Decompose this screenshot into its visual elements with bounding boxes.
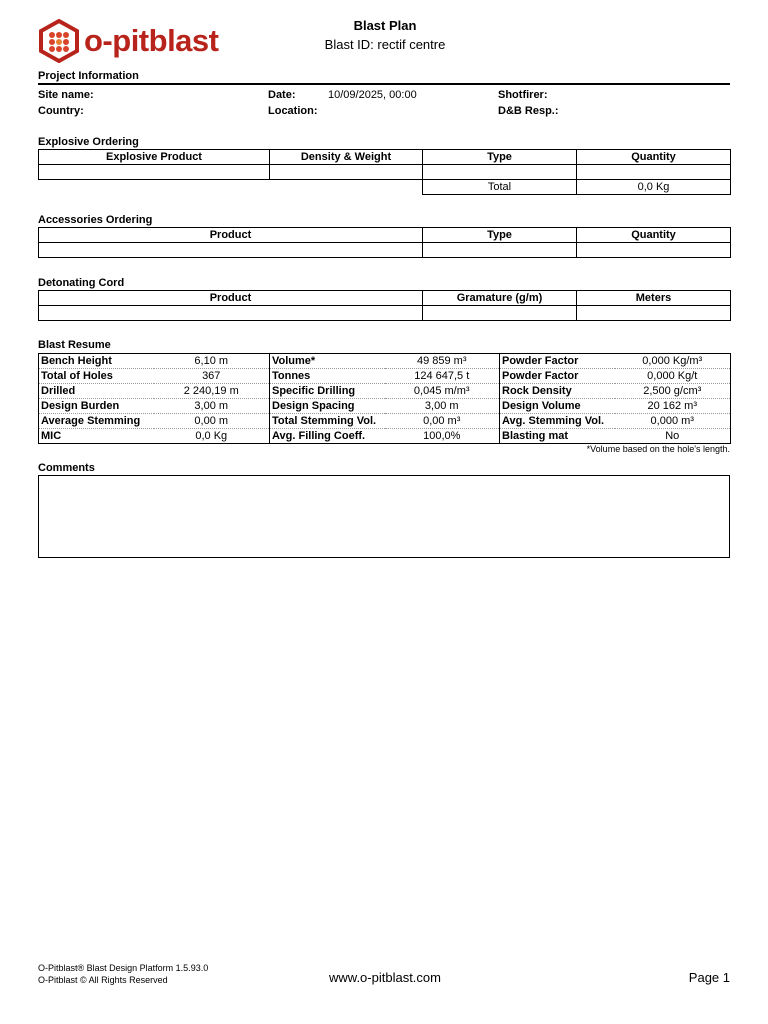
resume-value: 20 162 m³ — [615, 399, 731, 414]
platform-version: O-Pitblast® Blast Design Platform 1.5.93.0 — [38, 963, 209, 973]
resume-label: Powder Factor — [500, 354, 615, 369]
resume-value: 0,045 m/m³ — [385, 384, 500, 399]
shotfirer-field: Shotfirer: — [498, 89, 548, 101]
column-header: Product — [39, 291, 423, 306]
location-field: Location: — [268, 105, 318, 117]
country-field: Country: — [38, 105, 84, 117]
table-cell — [423, 243, 577, 258]
table-row — [39, 306, 731, 321]
table-cell — [577, 165, 731, 180]
resume-value: 0,00 m³ — [385, 414, 500, 429]
table-row — [39, 243, 731, 258]
table-row — [39, 165, 731, 180]
table-cell — [270, 165, 423, 180]
resume-label: Total of Holes — [39, 369, 154, 384]
resume-label: Avg. Stemming Vol. — [500, 414, 615, 429]
resume-row — [39, 384, 731, 399]
resume-label: MIC — [39, 429, 154, 444]
accessories-ordering-heading: Accessories Ordering — [38, 214, 153, 226]
table-header-row — [39, 228, 731, 243]
column-header: Quantity — [577, 150, 731, 165]
resume-value: 3,00 m — [154, 399, 270, 414]
explosive-ordering-heading: Explosive Ordering — [38, 136, 139, 148]
pitblast-logo-icon — [38, 19, 80, 63]
resume-value: 0,00 m — [154, 414, 270, 429]
section-divider — [38, 83, 730, 85]
resume-value: 2 240,19 m — [154, 384, 270, 399]
resume-value: 0,0 Kg — [154, 429, 270, 444]
db-resp-field: D&B Resp.: — [498, 105, 559, 117]
blast-resume-heading: Blast Resume — [38, 339, 111, 351]
resume-row — [39, 369, 731, 384]
resume-label: Design Spacing — [270, 399, 385, 414]
resume-row — [39, 399, 731, 414]
resume-label: Average Stemming — [39, 414, 154, 429]
table-cell — [577, 306, 731, 321]
column-header: Explosive Product — [39, 150, 270, 165]
resume-label: Drilled — [39, 384, 154, 399]
resume-row — [39, 429, 731, 444]
table-cell — [423, 306, 577, 321]
logo-wordmark: o-pitblast — [84, 23, 219, 58]
resume-value: 2,500 g/cm³ — [615, 384, 731, 399]
resume-value: 367 — [154, 369, 270, 384]
total-row — [39, 180, 731, 195]
detonating-cord-heading: Detonating Cord — [38, 277, 125, 289]
resume-value: 0,000 Kg/t — [615, 369, 731, 384]
website-link[interactable]: www.o-pitblast.com — [329, 970, 441, 985]
resume-row — [39, 414, 731, 429]
resume-value: No — [615, 429, 731, 444]
column-header: Density & Weight — [270, 150, 423, 165]
resume-label: Tonnes — [270, 369, 385, 384]
resume-label: Avg. Filling Coeff. — [270, 429, 385, 444]
resume-value: 49 859 m³ — [385, 354, 500, 369]
resume-label: Total Stemming Vol. — [270, 414, 385, 429]
resume-label: Design Volume — [500, 399, 615, 414]
comments-heading: Comments — [38, 462, 95, 474]
project-info-heading: Project Information — [38, 70, 139, 82]
table-cell — [39, 243, 423, 258]
column-header: Meters — [577, 291, 731, 306]
resume-label: Bench Height — [39, 354, 154, 369]
resume-value: 124 647,5 t — [385, 369, 500, 384]
resume-row — [39, 354, 731, 369]
blast-id: Blast ID: rectif centre — [324, 37, 446, 52]
resume-label: Powder Factor — [500, 369, 615, 384]
column-header: Product — [39, 228, 423, 243]
page-title: Blast Plan — [353, 18, 417, 33]
site-name-field: Site name: — [38, 89, 94, 101]
column-header: Type — [423, 228, 577, 243]
copyright: O-Pitblast © All Rights Reserved — [38, 975, 168, 985]
blast-resume-table — [38, 353, 731, 444]
table-header-row — [39, 291, 731, 306]
table-cell — [577, 243, 731, 258]
total-value: 0,0 Kg — [577, 180, 731, 195]
column-header: Quantity — [577, 228, 731, 243]
comments-box — [38, 475, 730, 558]
resume-value: 6,10 m — [154, 354, 270, 369]
resume-label: Rock Density — [500, 384, 615, 399]
resume-value: 100,0% — [385, 429, 500, 444]
table-header-row — [39, 150, 731, 165]
total-label: Total — [423, 180, 577, 195]
detonating-cord-table — [38, 290, 731, 321]
footer-credits — [38, 962, 208, 986]
accessories-table — [38, 227, 731, 258]
column-header: Type — [423, 150, 577, 165]
volume-footnote: *Volume based on the hole's length. — [586, 444, 730, 454]
resume-label: Volume* — [270, 354, 385, 369]
table-cell — [39, 306, 423, 321]
resume-value: 0,000 Kg/m³ — [615, 354, 731, 369]
resume-label: Design Burden — [39, 399, 154, 414]
brand-logo — [38, 19, 234, 63]
date-value: 10/09/2025, 00:00 — [328, 89, 417, 101]
resume-label: Specific Drilling — [270, 384, 385, 399]
column-header: Gramature (g/m) — [423, 291, 577, 306]
resume-value: 0,000 m³ — [615, 414, 731, 429]
resume-value: 3,00 m — [385, 399, 500, 414]
explosive-table — [38, 149, 731, 195]
date-label: Date: — [268, 89, 296, 101]
resume-label: Blasting mat — [500, 429, 615, 444]
page-number: Page 1 — [688, 970, 730, 985]
table-cell — [423, 165, 577, 180]
table-cell — [39, 165, 270, 180]
